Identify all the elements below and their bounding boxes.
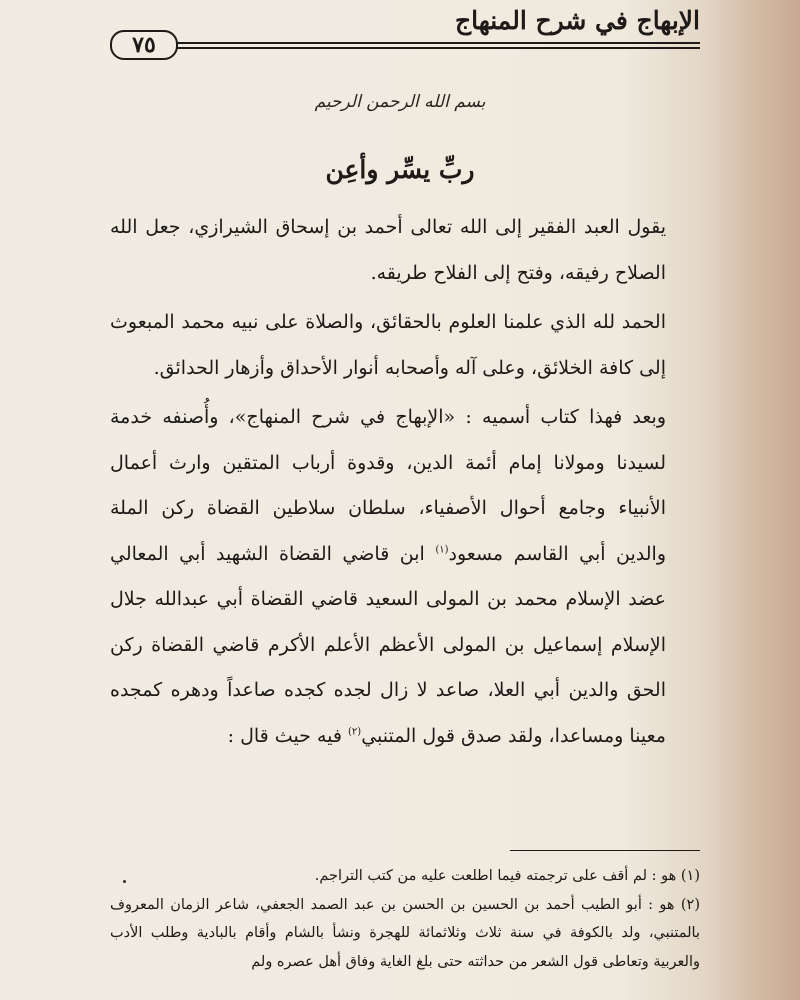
footnote-ref-2: (٢) <box>348 726 362 738</box>
paragraph-3-part-1: وبعد فهذا كتاب أسميه : «الإبهاج في شرح المنهاج»، وأُصنفه خدمة لسيدنا ومولانا إمام أئمة الدين، وقدوة أرباب المتقين وارث أعمال الأنبياء وجامع أحوال الأصفياء، سلطان سلاطين القضاة ركن الملة والدين أبي القاسم مسعود <box>110 406 667 565</box>
running-header <box>110 6 700 58</box>
paragraph-3-part-2: ابن قاضي القضاة الشهيد أبي المعالي عضد الإسلام محمد بن المولى السعيد قاضي القضاة أبي عبدالله جلال الإسلام إسماعيل بن المولى الأعظم الأعلم الأكرم قاضي القضاة ركن الحق والدين أبي العلا، صاعد لا زال لجده كجده صاعداً ودهره كمجده معينا ومساعدا، ولقد صدق قول المتنبي <box>110 542 666 747</box>
paragraph-2: الحمد لله الذي علمنا العلوم بالحقائق، والصلاة على نبيه محمد المبعوث إلى كافة الخلائق، وعلى آله وأصحابه أنوار الأحداق وأزهار الحدائق. <box>110 311 666 379</box>
footnote-2: (٢) هو : أبو الطيب أحمد بن الحسين بن الحسن بن عبد الصمد الجعفي، شاعر الزمان المعروف بالمتنبي، ولد بالكوفة في سنة ثلاث وثلاثمائة للهجرة ونشأ بالشام وأقام بالبادية وطلب الأدب والعربية وتعاطى قول الشعر من حداثته حتى بلغ الغاية وفاق أهل عصره ولم <box>110 896 700 970</box>
paragraph-3-part-3: فيه حيث قال : <box>227 724 348 747</box>
body-text <box>110 205 700 759</box>
paragraph-1: يقول العبد الفقير إلى الله تعالى أحمد بن إسحاق الشيرازي، جعل الله الصلاح رفيقه، وفتح إلى الفلاح طريقه. <box>110 216 666 284</box>
footnote-separator <box>510 850 700 851</box>
header-rule <box>170 42 700 49</box>
footnote-1: (١) هو : لم أقف على ترجمته فيما اطلعت عليه من كتب التراجم. <box>314 868 700 884</box>
footnotes <box>110 862 700 976</box>
page-number: ٧٥ <box>110 30 178 60</box>
header-title: الإبهاج في شرح المنهاج <box>454 6 700 35</box>
paragraph-3 <box>110 395 700 759</box>
footnote-ref-1: (١) <box>435 544 449 556</box>
basmala-calligraphy: بسم الله الرحمن الرحيم <box>314 92 486 112</box>
opening-heading: ربِّ يسِّر وأعِن <box>325 155 475 184</box>
